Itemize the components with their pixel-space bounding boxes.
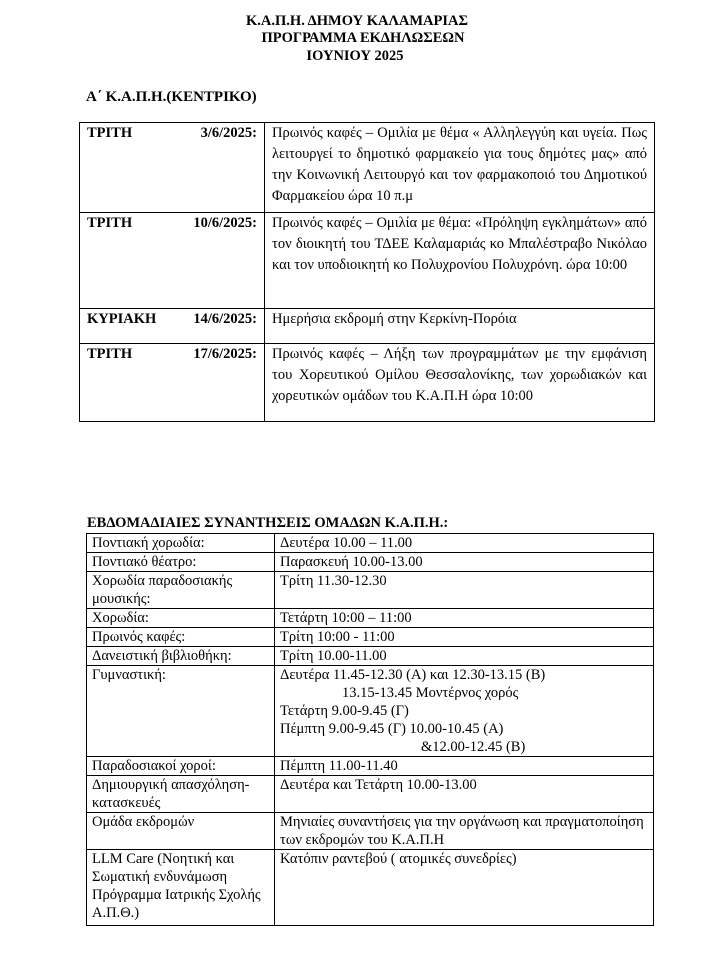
header-line-2: ΠΡΟΓΡΑΜΜΑ ΕΚΔΗΛΩΣΕΩΝ xyxy=(261,30,465,46)
table-row xyxy=(87,628,654,647)
group-schedule xyxy=(275,776,654,813)
schedule-line: Τρίτη 10.00-11.00 xyxy=(280,648,387,664)
event-date-cell xyxy=(80,213,265,309)
event-row xyxy=(80,309,655,344)
table-row xyxy=(87,850,654,926)
table-row xyxy=(87,757,654,776)
event-day: ΤΡΙΤΗ xyxy=(87,346,133,362)
event-row xyxy=(80,213,655,309)
event-date-cell xyxy=(80,344,265,422)
event-description: Πρωινός καφές – Ομιλία με θέμα: «Πρόληψη εγκλημάτων» από τον διοικητή του ΤΔΕΕ Καλαμαριάς κο Μπαλέστραβο Νικόλαο και τον υποδιοικητή κο Πολυχρονίου Πολυχρόνη. ώρα 10:00 xyxy=(265,213,655,309)
schedule-line: &12.00-12.45 (Β) xyxy=(421,739,526,755)
group-name: Χορωδία: xyxy=(87,609,275,628)
group-name: Πρωινός καφές: xyxy=(87,628,275,647)
event-date: 14/6/2025: xyxy=(193,311,257,327)
schedule-line: Τετάρτη 9.00-9.45 (Γ) xyxy=(280,703,409,719)
event-description: Πρωινός καφές – Λήξη των προγραμμάτων με την εμφάνιση του Χορευτικού Ομίλου Θεσσαλονίκης, των χορωδιακών και χορευτικών ομάδων του Κ.Α.Π.Η ώρα 10:00 xyxy=(265,344,655,422)
group-schedule xyxy=(275,553,654,572)
group-schedule xyxy=(275,628,654,647)
event-description: Πρωινός καφές – Ομιλία με θέμα « Αλληλεγγύη και υγεία. Πως λειτουργεί το δημοτικό φαρμακείο για τους δημότες μας» από την Κοινωνική Λειτουργό και τον φαρμακοποιό του Δημοτικού Φαρμακείου ώρα 10 π.μ xyxy=(265,123,655,213)
schedule-line: Κατόπιν ραντεβού ( ατομικές συνεδρίες) xyxy=(280,851,517,867)
group-name: Χορωδία παραδοσιακής μουσικής: xyxy=(87,572,275,609)
group-schedule xyxy=(275,572,654,609)
table-row xyxy=(87,609,654,628)
group-schedule xyxy=(275,850,654,926)
schedule-line: Πέμπτη 9.00-9.45 (Γ) 10.00-10.45 (Α) xyxy=(280,721,504,737)
schedule-line: Μηνιαίες συναντήσεις για την οργάνωση και πραγματοποίηση των εκδρομών του Κ.Α.Π.Η xyxy=(280,814,644,848)
event-row xyxy=(80,344,655,422)
group-name: Παραδοσιακοί χοροί: xyxy=(87,757,275,776)
table-row xyxy=(87,553,654,572)
group-schedule xyxy=(275,647,654,666)
event-date: 3/6/2025: xyxy=(200,125,257,141)
event-description: Ημερήσια εκδρομή στην Κερκίνη-Πορόια xyxy=(265,309,655,344)
table-row xyxy=(87,647,654,666)
section-a-title: Α΄ Κ.Α.Π.Η.(ΚΕΝΤΡΙΚΟ) xyxy=(86,89,257,105)
header-line-3: ΙΟΥΝΙΟΥ 2025 xyxy=(306,48,404,64)
event-date-cell xyxy=(80,123,265,213)
table-row xyxy=(87,666,654,757)
group-name: LLM Care (Νοητική και Σωματική ενδυνάμωση Πρόγραμμα Ιατρικής Σχολής Α.Π.Θ.) xyxy=(87,850,275,926)
event-row xyxy=(80,123,655,213)
table-row xyxy=(87,813,654,850)
schedule-line: Δευτέρα 11.45-12.30 (Α) και 12.30-13.15 (Β) xyxy=(280,667,546,683)
schedule-line: Πέμπτη 11.00-11.40 xyxy=(280,758,398,774)
table-row xyxy=(87,776,654,813)
event-date-cell xyxy=(80,309,265,344)
schedule-line: Τρίτη 10:00 - 11:00 xyxy=(280,629,395,645)
table-row xyxy=(87,534,654,553)
schedule-line: 13.15-13.45 Μοντέρνος χορός xyxy=(342,685,519,701)
weekly-groups-table xyxy=(86,533,654,926)
group-name: Γυμναστική: xyxy=(87,666,275,757)
group-name: Δανειστική βιβλιοθήκη: xyxy=(87,647,275,666)
schedule-line: Τετάρτη 10:00 – 11:00 xyxy=(280,610,412,626)
table-row xyxy=(87,572,654,609)
section-b-title: ΕΒΔΟΜΑΔΙΑΙΕΣ ΣΥΝΑΝΤΗΣΕΙΣ ΟΜΑΔΩΝ Κ.Α.Π.Η.: xyxy=(87,515,449,531)
header-line-1: Κ.Α.Π.Η. ΔΗΜΟΥ ΚΑΛΑΜΑΡΙΑΣ xyxy=(246,13,468,29)
schedule-line: Παρασκευή 10.00-13.00 xyxy=(280,554,423,570)
group-schedule xyxy=(275,666,654,757)
event-date: 10/6/2025: xyxy=(193,215,257,231)
event-date: 17/6/2025: xyxy=(193,346,257,362)
event-day: ΚΥΡΙΑΚΗ xyxy=(87,311,157,327)
event-day: ΤΡΙΤΗ xyxy=(87,125,133,141)
schedule-line: Δευτέρα και Τετάρτη 10.00-13.00 xyxy=(280,777,477,793)
group-schedule xyxy=(275,534,654,553)
group-schedule xyxy=(275,813,654,850)
group-schedule xyxy=(275,757,654,776)
group-name: Ομάδα εκδρομών xyxy=(87,813,275,850)
schedule-line: Δευτέρα 10.00 – 11.00 xyxy=(280,535,413,551)
event-day: ΤΡΙΤΗ xyxy=(87,215,133,231)
events-table xyxy=(79,122,655,422)
group-name: Ποντιακό θέατρο: xyxy=(87,553,275,572)
group-name: Δημιουργική απασχόληση-κατασκευές xyxy=(87,776,275,813)
group-schedule xyxy=(275,609,654,628)
group-name: Ποντιακή χορωδία: xyxy=(87,534,275,553)
schedule-line: Τρίτη 11.30-12.30 xyxy=(280,573,387,589)
